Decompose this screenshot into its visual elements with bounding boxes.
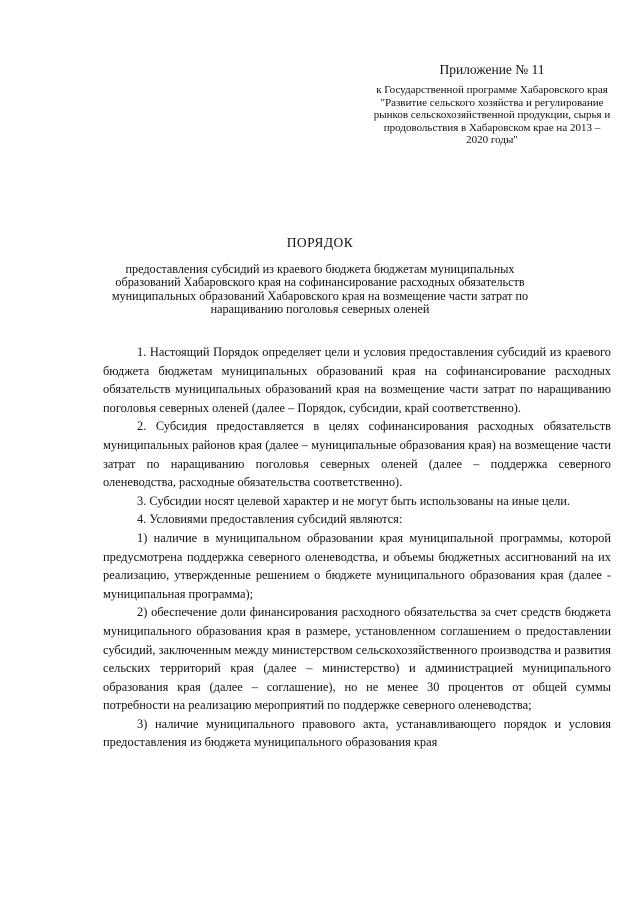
appendix-reference: к Государственной программе Хабаровского края "Развитие сельского хозяйства и регулирование рынков сельскохозяйственной продукции, сырья и продовольствия в Хабаровском крае на 2013 – 2020 годы" xyxy=(373,84,611,147)
document-subtitle: предоставления субсидий из краевого бюджета бюджетам муниципальных образований Хабаровского края на софинансирование расходных обязательств муниципальных образований Хабаровского края на возмещение части затрат по наращиванию поголовья северных оленей xyxy=(111,262,529,316)
appendix-title: Приложение № 11 xyxy=(439,62,545,77)
paragraph-4-item-1: 1) наличие в муниципальном образовании края муниципальной программы, которой предусмотрена поддержка северного оленеводства, и объемы бюджетных ассигнований на их реализацию, утвержденные решением о бюджете муниципального образования края (далее - муниципальная программа); xyxy=(103,530,611,601)
document-title: ПОРЯДОК xyxy=(286,235,354,250)
paragraph-3: 3. Субсидии носят целевой характер и не могут быть использованы на иные цели. xyxy=(137,493,571,508)
paragraph-1: 1. Настоящий Порядок определяет цели и условия предоставления субсидий из краевого бюджета бюджетам муниципальных образований края на софинансирование расходных обязательств муниципальных образований края на возмещение части затрат по наращиванию поголовья северных оленей (далее – Порядок, субсидии, край соответственно). xyxy=(103,345,611,415)
document-body xyxy=(103,343,611,752)
paragraph-4-item-2: 2) обеспечение доли финансирования расходного обязательства за счет средств бюджета муниципального образования края в размере, установленном соглашением о предоставлении субсидий, заключенным между министерством сельскохозяйственного производства и развития сельских территорий края (далее – министерство) и администрацией муниципального образования края (далее – соглашение), но не менее 30 процентов от общей суммы потребности на реализацию мероприятий по поддержке северного оленеводства; xyxy=(103,605,611,713)
paragraph-4: 4. Условиями предоставления субсидий являются: xyxy=(137,512,403,527)
paragraph-4-item-3: 3) наличие муниципального правового акта, устанавливающего порядок и условия предоставления из бюджета муниципального образования края xyxy=(103,716,611,750)
paragraph-2: 2. Субсидия предоставляется в целях софинансирования расходных обязательств муниципальных районов края (далее – муниципальные образования края) на возмещение части затрат по наращиванию поголовья северных оленей (далее – поддержка северного оленеводства, расходные обязательства соответственно). xyxy=(103,419,611,490)
appendix-block xyxy=(372,62,612,147)
